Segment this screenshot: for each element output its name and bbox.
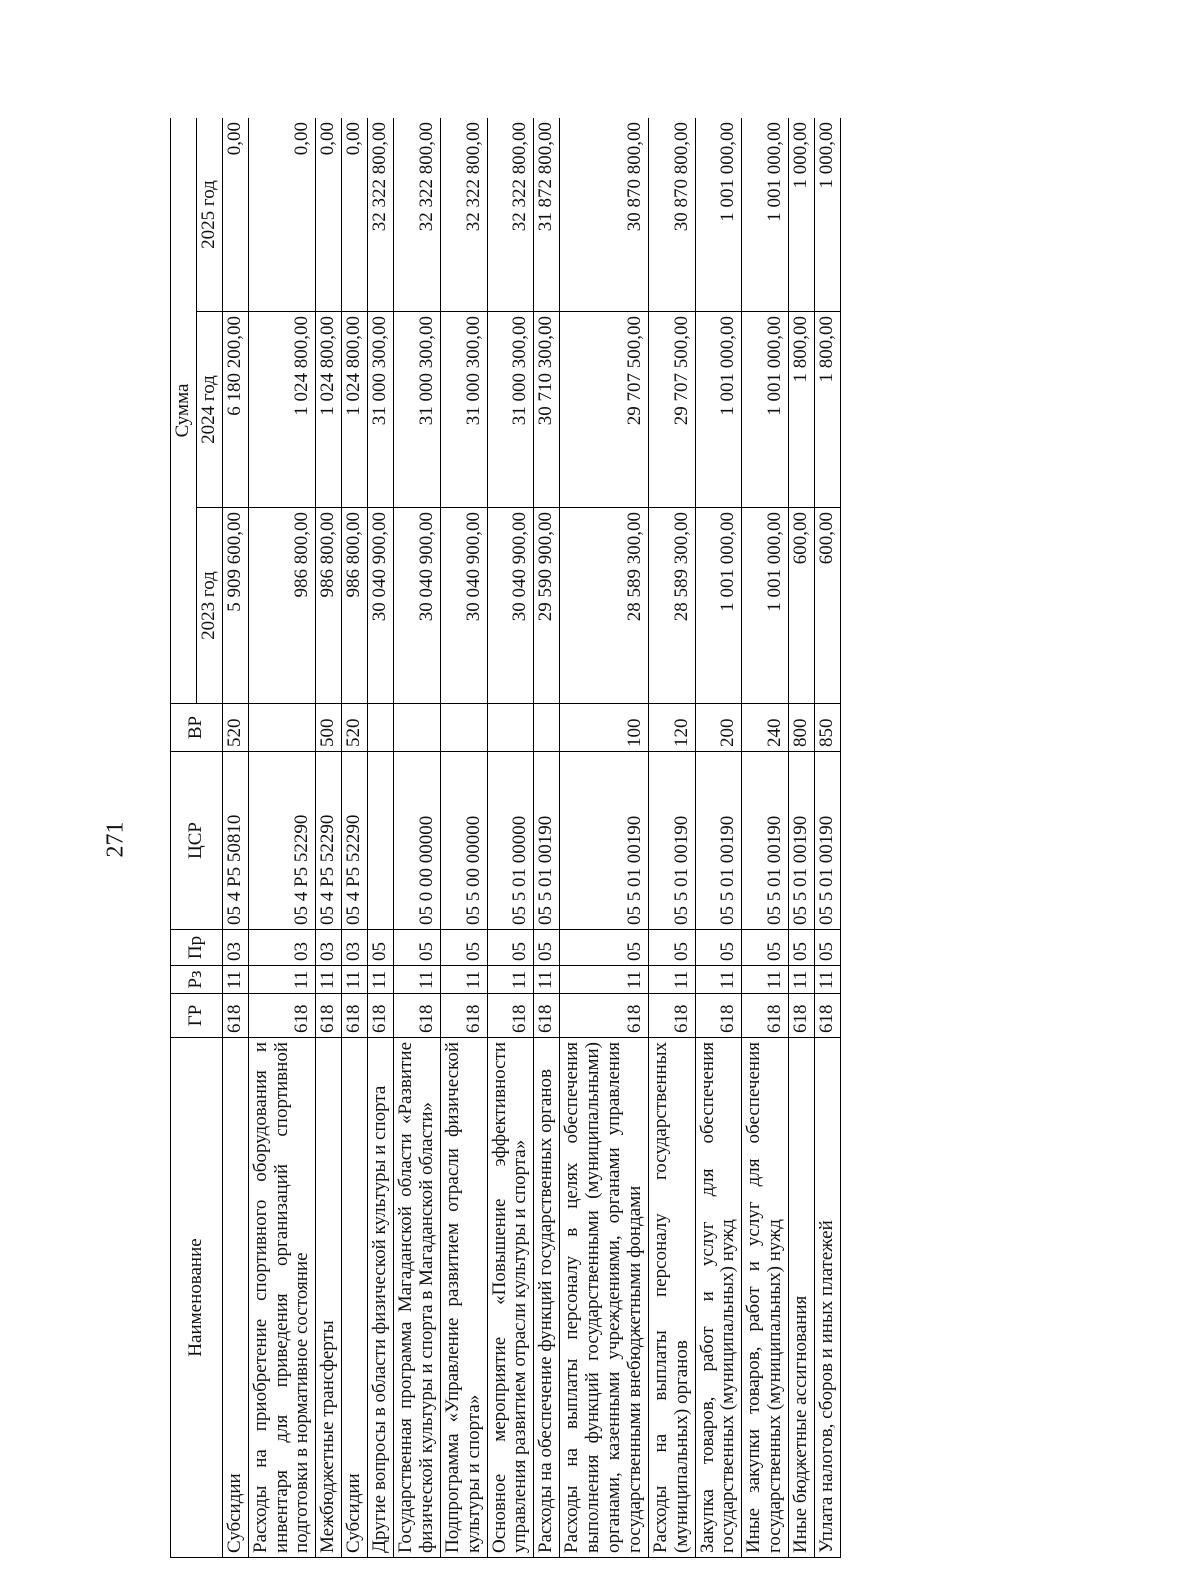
cell-csr: 05 5 01 00190 [560,752,649,930]
cell-pr: 05 [648,930,695,966]
cell-name: Субсидии [342,1038,368,1558]
cell-sum-2023: 30 040 900,00 [394,508,441,704]
cell-vr [440,704,487,752]
cell-name: Межбюджетные трансферты [316,1038,342,1558]
cell-pr: 05 [742,930,789,966]
cell-pr: 05 [695,930,742,966]
cell-gr: 618 [487,994,534,1038]
cell-rz: 11 [648,966,695,994]
cell-pr: 05 [560,930,649,966]
cell-pr: 05 [487,930,534,966]
cell-name: Иные бюджетные ассигнования [789,1038,815,1558]
cell-sum-2025: 30 870 800,00 [648,118,695,312]
cell-name: Субсидии [222,1038,248,1558]
cell-gr: 618 [742,994,789,1038]
cell-sum-2025: 31 872 800,00 [534,118,560,312]
cell-sum-2023: 986 800,00 [316,508,342,704]
cell-vr: 120 [648,704,695,752]
cell-sum-2024: 1 800,00 [789,312,815,508]
cell-name: Другие вопросы в области физической культуры и спорта [368,1038,394,1558]
cell-name: Основное мероприятие «Повышение эффективности управления развитием отрасли культуры и спорта» [487,1038,534,1558]
cell-csr: 05 0 00 00000 [394,752,441,930]
cell-sum-2023: 600,00 [789,508,815,704]
cell-sum-2025: 0,00 [222,118,248,312]
cell-pr: 05 [440,930,487,966]
cell-vr [534,704,560,752]
cell-gr: 618 [648,994,695,1038]
cell-csr: 05 5 01 00190 [648,752,695,930]
cell-sum-2024: 29 707 500,00 [648,312,695,508]
cell-sum-2025: 32 322 800,00 [394,118,441,312]
cell-vr [487,704,534,752]
header-sum: Сумма [171,118,197,704]
table-row [487,118,534,1558]
cell-pr: 05 [394,930,441,966]
table-row [742,118,789,1558]
cell-name: Иные закупки товаров, работ и услуг для обеспечения государственных (муниципальных) нужд [742,1038,789,1558]
page-number: 271 [102,821,129,858]
cell-sum-2024: 1 800,00 [815,312,841,508]
cell-name: Подпрограмма «Управление развитием отрасли физической культуры и спорта» [440,1038,487,1558]
cell-sum-2023: 29 590 900,00 [534,508,560,704]
table-row [695,118,742,1558]
cell-sum-2025: 1 001 000,00 [695,118,742,312]
cell-sum-2024: 31 000 300,00 [487,312,534,508]
cell-rz: 11 [815,966,841,994]
cell-rz: 11 [534,966,560,994]
header-2024: 2024 год [196,312,222,508]
table-row [534,118,560,1558]
cell-vr: 240 [742,704,789,752]
cell-rz: 11 [789,966,815,994]
cell-gr: 618 [248,994,316,1038]
cell-vr [248,704,316,752]
table-row [342,118,368,1558]
cell-csr: 05 4 P5 50810 [222,752,248,930]
table-row [222,118,248,1558]
cell-sum-2024: 31 000 300,00 [440,312,487,508]
cell-sum-2025: 1 000,00 [789,118,815,312]
cell-pr: 05 [789,930,815,966]
cell-vr: 200 [695,704,742,752]
cell-csr: 05 5 01 00190 [695,752,742,930]
cell-vr [368,704,394,752]
cell-sum-2023: 30 040 900,00 [368,508,394,704]
cell-sum-2024: 31 000 300,00 [394,312,441,508]
cell-rz: 11 [695,966,742,994]
cell-name: Расходы на выплаты персоналу государственных (муниципальных) органов [648,1038,695,1558]
budget-table-rotated [170,118,1030,1558]
cell-sum-2023: 30 040 900,00 [487,508,534,704]
cell-sum-2024: 30 710 300,00 [534,312,560,508]
cell-pr: 03 [316,930,342,966]
cell-gr: 618 [394,994,441,1038]
cell-csr: 05 5 01 00190 [815,752,841,930]
cell-rz: 11 [248,966,316,994]
table-row [560,118,649,1558]
header-vr: ВР [171,704,223,752]
cell-gr: 618 [222,994,248,1038]
cell-sum-2023: 1 001 000,00 [695,508,742,704]
header-csr: ЦСР [171,752,223,930]
cell-gr: 618 [789,994,815,1038]
cell-vr: 520 [342,704,368,752]
cell-pr: 05 [368,930,394,966]
cell-pr: 03 [222,930,248,966]
header-rz: Рз [171,966,223,994]
cell-csr: 05 5 01 00000 [487,752,534,930]
cell-sum-2023: 600,00 [815,508,841,704]
cell-sum-2025: 1 000,00 [815,118,841,312]
table-row [394,118,441,1558]
table-row [789,118,815,1558]
cell-sum-2025: 32 322 800,00 [487,118,534,312]
table-row [248,118,316,1558]
cell-csr: 05 4 P5 52290 [316,752,342,930]
cell-vr: 500 [316,704,342,752]
cell-csr: 05 5 01 00190 [742,752,789,930]
cell-csr: 05 5 01 00190 [534,752,560,930]
cell-name: Уплата налогов, сборов и иных платежей [815,1038,841,1558]
cell-sum-2025: 32 322 800,00 [440,118,487,312]
cell-name: Закупка товаров, работ и услуг для обеспечения государственных (муниципальных) нужд [695,1038,742,1558]
cell-sum-2024: 1 001 000,00 [695,312,742,508]
cell-sum-2023: 986 800,00 [248,508,316,704]
cell-csr: 05 5 00 00000 [440,752,487,930]
cell-gr: 618 [560,994,649,1038]
cell-sum-2025: 30 870 800,00 [560,118,649,312]
cell-gr: 618 [695,994,742,1038]
table-row [316,118,342,1558]
cell-gr: 618 [342,994,368,1038]
table-body [222,118,840,1558]
header-pr: Пр [171,930,223,966]
cell-csr: 05 4 P5 52290 [342,752,368,930]
cell-vr: 850 [815,704,841,752]
cell-gr: 618 [534,994,560,1038]
cell-rz: 11 [316,966,342,994]
table-row [368,118,394,1558]
table-row [440,118,487,1558]
cell-sum-2023: 986 800,00 [342,508,368,704]
cell-vr: 800 [789,704,815,752]
budget-table [170,118,841,1558]
cell-sum-2025: 0,00 [316,118,342,312]
cell-gr: 618 [440,994,487,1038]
cell-name: Расходы на выплаты персоналу в целях обеспечения выполнения функций государственными (муниципальными) органами, казенными учреждениями, органами управления государственными внебюджетными фондами [560,1038,649,1558]
cell-sum-2023: 5 909 600,00 [222,508,248,704]
cell-rz: 11 [560,966,649,994]
cell-rz: 11 [742,966,789,994]
cell-sum-2024: 29 707 500,00 [560,312,649,508]
cell-csr [368,752,394,930]
cell-sum-2025: 0,00 [248,118,316,312]
cell-sum-2025: 32 322 800,00 [368,118,394,312]
cell-sum-2023: 30 040 900,00 [440,508,487,704]
header-gr: ГР [171,994,223,1038]
cell-sum-2023: 1 001 000,00 [742,508,789,704]
cell-sum-2024: 1 024 800,00 [316,312,342,508]
cell-sum-2024: 1 024 800,00 [248,312,316,508]
cell-rz: 11 [342,966,368,994]
cell-pr: 03 [248,930,316,966]
cell-sum-2025: 0,00 [342,118,368,312]
cell-vr: 520 [222,704,248,752]
cell-pr: 05 [534,930,560,966]
budget-table-container [170,118,1030,1558]
cell-sum-2024: 31 000 300,00 [368,312,394,508]
cell-name: Расходы на обеспечение функций государственных органов [534,1038,560,1558]
cell-name: Государственная программа Магаданской области «Развитие физической культуры и спорта в Магаданской области» [394,1038,441,1558]
cell-sum-2024: 1 024 800,00 [342,312,368,508]
cell-sum-2025: 1 001 000,00 [742,118,789,312]
cell-name: Расходы на приобретение спортивного оборудования и инвентаря для приведения организаций спортивной подготовки в нормативное состояние [248,1038,316,1558]
cell-sum-2023: 28 589 300,00 [560,508,649,704]
table-header [171,118,223,1558]
header-2025: 2025 год [196,118,222,312]
cell-sum-2023: 28 589 300,00 [648,508,695,704]
table-row [815,118,841,1558]
cell-gr: 618 [316,994,342,1038]
cell-csr: 05 5 01 00190 [789,752,815,930]
cell-vr: 100 [560,704,649,752]
cell-rz: 11 [440,966,487,994]
cell-csr: 05 4 P5 52290 [248,752,316,930]
cell-rz: 11 [394,966,441,994]
cell-gr: 618 [815,994,841,1038]
cell-sum-2024: 6 180 200,00 [222,312,248,508]
cell-vr [394,704,441,752]
cell-pr: 05 [815,930,841,966]
table-row [648,118,695,1558]
cell-rz: 11 [487,966,534,994]
cell-sum-2024: 1 001 000,00 [742,312,789,508]
cell-gr: 618 [368,994,394,1038]
cell-pr: 03 [342,930,368,966]
cell-rz: 11 [368,966,394,994]
header-name: Наименование [171,1038,223,1558]
header-2023: 2023 год [196,508,222,704]
cell-rz: 11 [222,966,248,994]
